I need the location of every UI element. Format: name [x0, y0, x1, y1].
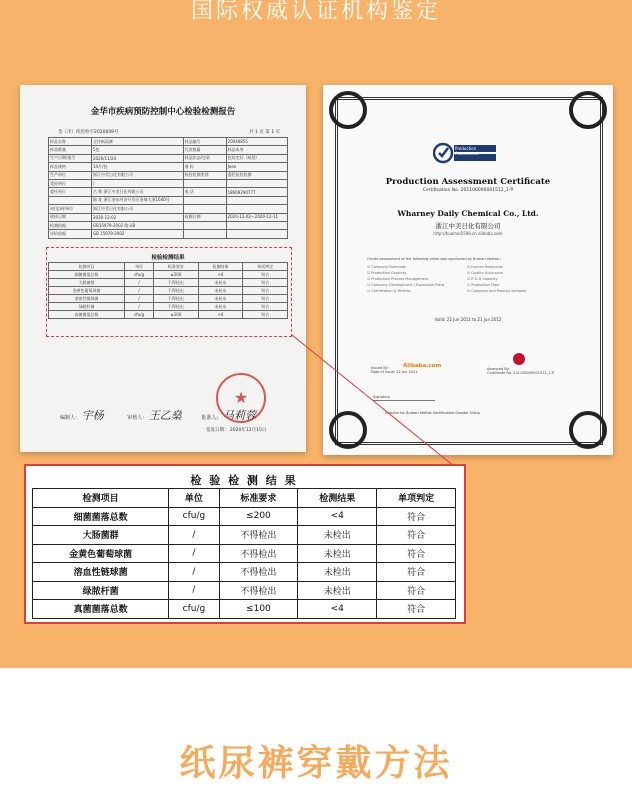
results-cell: 细菌菌落总数: [49, 271, 125, 279]
results-cell: 未检出: [298, 563, 377, 582]
results-cell: 未检出: [198, 303, 243, 311]
results-cell: cfu/g: [169, 507, 219, 526]
info-cell: 2020-12-02: [92, 213, 184, 221]
results-cell: <4: [198, 311, 243, 319]
info-cell: /: [92, 179, 184, 187]
issue-date: 签发日期： 2020年12月15日: [206, 428, 267, 433]
results-header-cell: 单项判定: [377, 489, 456, 508]
info-cell: Jooo: [226, 163, 287, 171]
results-cell: 符合: [243, 311, 288, 319]
results-cell: 不得检出: [154, 303, 199, 311]
results-cell: 未检出: [298, 581, 377, 600]
info-cell: 检验检测类别: [183, 171, 226, 179]
enlarged-results-box: [24, 464, 466, 624]
info-cell: 样品编号: [183, 138, 226, 146]
results-cell: 不得检出: [154, 287, 199, 295]
results-cell: 绿脓杆菌: [33, 581, 169, 600]
results-header-cell: 单位: [169, 489, 219, 508]
results-cell: 不得检出: [154, 295, 199, 303]
results-header-cell: 检测结果: [198, 263, 243, 271]
compiler-label: 编制人：: [60, 415, 81, 421]
area-item: ☑ Quality Assurance: [467, 271, 504, 275]
results-cell: /: [125, 303, 154, 311]
info-cell: 评价依据: [49, 230, 92, 238]
section-title: 纸尿裤穿戴方法: [179, 743, 453, 784]
results-cell: 不得检出: [219, 544, 298, 563]
info-cell: 商 标: [183, 163, 226, 171]
results-row: [33, 507, 456, 526]
results-cell: 溶血性链球菌: [49, 295, 125, 303]
company-url: http://huamei5598.cn.alibaba.com: [433, 231, 503, 236]
results-cell: <4: [298, 507, 377, 526]
area-item: ☑ Certification & Permits: [367, 289, 411, 293]
results-cell: 符合: [243, 303, 288, 311]
info-cell: 样品数量: [49, 146, 92, 154]
info-cell: 样品名称: [49, 138, 92, 146]
info-cell: 委托单位: [49, 188, 92, 196]
results-cell: 金黄色葡萄球菌: [33, 544, 169, 563]
results-header-cell: 检测项目: [33, 489, 169, 508]
results-cell: 大肠菌群: [33, 526, 169, 545]
report-number: 金（市）疾控检字2020609号: [58, 130, 119, 135]
results-cell: 不得检出: [219, 581, 298, 600]
info-cell: 样品规格: [49, 163, 92, 171]
results-cell: 符合: [377, 600, 456, 619]
results-header-cell: 标准要求: [219, 489, 298, 508]
compiler-signature: 宇杨: [81, 409, 104, 422]
results-cell: cfu/g: [125, 311, 154, 319]
results-cell: 金黄色葡萄球菌: [49, 287, 125, 295]
results-cell: 真菌菌落总数: [49, 311, 125, 319]
results-header-cell: 单位: [125, 263, 154, 271]
issued-by-label: Issued By:: [371, 366, 389, 370]
results-cell: 符合: [243, 287, 288, 295]
area-item: ☑ Company and Product Samples: [467, 289, 527, 293]
results-cell: /: [125, 295, 154, 303]
report-page-count: 共 1 页 第 1 页: [249, 130, 280, 135]
area-item: ☑ Production Process Management: [367, 277, 429, 281]
results-cell: 符合: [243, 279, 288, 287]
results-cell: 未检出: [198, 295, 243, 303]
results-row: [33, 581, 456, 600]
report-results-title: 检验检测结果: [151, 255, 185, 261]
certificate-number: Certification No. 201106090001512_1-P: [422, 188, 514, 193]
results-cell: <4: [298, 600, 377, 619]
company-name-cn: 浙江中美日化有限公司: [435, 222, 501, 230]
results-cell: 符合: [377, 507, 456, 526]
info-cell: GB15979-2002 附录B: [92, 221, 184, 229]
results-row: [33, 600, 456, 619]
info-cell: 委托检验检测: [226, 171, 287, 179]
report-title: 金华市疾病预防控制中心检验检测报告: [90, 107, 236, 117]
info-cell: 检测日期: [183, 213, 226, 221]
info-cell: 20040855: [226, 138, 287, 146]
issued-date: Date of Issue: 22 Jun 2011: [371, 370, 418, 374]
results-cell: /: [169, 581, 219, 600]
results-cell: 不得检出: [219, 526, 298, 545]
info-cell: 包装完好（纸袋）: [226, 154, 287, 162]
results-cell: /: [169, 526, 219, 545]
info-cell: 生产日期/批号: [49, 154, 92, 162]
validity: Valid: 22 Jun 2011 to 21 Jun 2012: [434, 317, 502, 322]
results-header-row: [33, 489, 456, 508]
info-cell: 宝侍纸尿裤: [92, 138, 184, 146]
assessed-number: Certificate No. 201106090001512_1-P: [487, 371, 554, 375]
area-item: ☑ Human Resources: [467, 265, 503, 269]
info-cell: 受检单位: [49, 179, 92, 187]
onsite-note: Onsite assessment of the following areas was conducted by Bureau Veritas :: [367, 257, 501, 261]
results-cell: /: [125, 287, 154, 295]
info-cell: GB 15979-2002: [92, 230, 184, 238]
results-cell: 符合: [243, 295, 288, 303]
results-cell: /: [125, 279, 154, 287]
area-item: ☑ Production Capacity: [367, 271, 407, 275]
results-header-cell: 标准要求: [154, 263, 199, 271]
results-table: [32, 488, 456, 619]
logo-text: Production Assessment: [455, 146, 479, 156]
info-cell: 采(送)样单位: [49, 205, 92, 213]
info-cell: 14片/包: [92, 163, 184, 171]
area-item: ☑ Company Development / Expansion Plans: [367, 283, 445, 287]
info-cell: 名 称 浙江中美日化有限公司: [92, 188, 184, 196]
results-cell: 未检出: [298, 544, 377, 563]
area-item: ☑ Company Overview: [367, 265, 406, 269]
info-cell: 5包: [92, 146, 184, 154]
reviewer-label: 审核人：: [127, 415, 148, 421]
info-cell: 浙江中美日化有限公司: [92, 171, 184, 179]
star-icon: ★: [233, 388, 249, 407]
assessed-by-label: Assessed By:: [487, 367, 510, 371]
results-cell: 未检出: [298, 526, 377, 545]
info-cell: 检测依据: [49, 221, 92, 229]
results-cell: /: [169, 563, 219, 582]
area-item: ☑ Production Floor: [467, 283, 500, 287]
results-row: [33, 544, 456, 563]
results-cell: 真菌菌落总数: [33, 600, 169, 619]
info-cell: 样品状态/包装: [183, 154, 226, 162]
info-cell: 2020-12-02～2020-12-11: [226, 213, 287, 221]
director-title: Director for Bureau Veritas Certification Greater China: [385, 411, 480, 415]
approver-label: 批准人：: [201, 415, 222, 421]
results-cell: ≤100: [154, 311, 199, 319]
info-cell: 18669290777: [226, 188, 287, 196]
results-row: [33, 526, 456, 545]
alibaba-logo: Alibaba.com: [403, 363, 442, 369]
results-cell: 不得检出: [154, 279, 199, 287]
info-cell: 地 址 浙江金东经济开发区金瑞大道1640号: [92, 196, 184, 204]
results-cell: 绿脓杆菌: [49, 303, 125, 311]
results-row: [33, 563, 456, 582]
company-name-en: Wharney Daily Chemical Co., Ltd.: [397, 209, 539, 218]
results-cell: 符合: [377, 563, 456, 582]
results-cell: 大肠菌群: [49, 279, 125, 287]
info-cell: 代表数量: [183, 146, 226, 154]
results-cell: 符合: [377, 581, 456, 600]
approver-signature: 马莉蓉: [223, 409, 257, 422]
info-cell: 样品本身: [226, 146, 287, 154]
banner-title: 国际权威认证机构鉴定: [190, 0, 441, 24]
results-cell: ≤200: [219, 507, 298, 526]
results-cell: ≤100: [219, 600, 298, 619]
results-title: 检 验 检 测 结 果: [190, 474, 298, 487]
info-cell: 生产单位: [49, 171, 92, 179]
results-cell: 细菌菌落总数: [33, 507, 169, 526]
results-cell: /: [169, 544, 219, 563]
results-cell: cfu/g: [169, 600, 219, 619]
results-cell: 未检出: [198, 279, 243, 287]
reviewer-signature: 王乙燊: [148, 409, 182, 422]
info-cell: 浙江中美日化有限公司: [92, 205, 184, 213]
results-cell: 符合: [377, 544, 456, 563]
results-cell: 符合: [243, 271, 288, 279]
certificate-heading: Production Assessment Certificate: [385, 177, 551, 187]
results-header-cell: 检测结果: [298, 489, 377, 508]
results-cell: 未检出: [198, 287, 243, 295]
results-cell: 不得检出: [219, 563, 298, 582]
results-cell: 符合: [377, 526, 456, 545]
signature-label: Signature: [373, 395, 390, 399]
info-cell: 收样日期: [49, 213, 92, 221]
results-cell: 溶血性链球菌: [33, 563, 169, 582]
results-header-cell: 检测项目: [49, 263, 125, 271]
info-cell: 电 话: [183, 188, 226, 196]
results-header-cell: 单项判定: [243, 263, 288, 271]
results-cell: cfu/g: [125, 271, 154, 279]
area-item: ☑ R & D Capacity: [467, 277, 498, 281]
info-cell: 2020/11/24: [92, 154, 184, 162]
results-cell: <4: [198, 271, 243, 279]
results-cell: ≤200: [154, 271, 199, 279]
